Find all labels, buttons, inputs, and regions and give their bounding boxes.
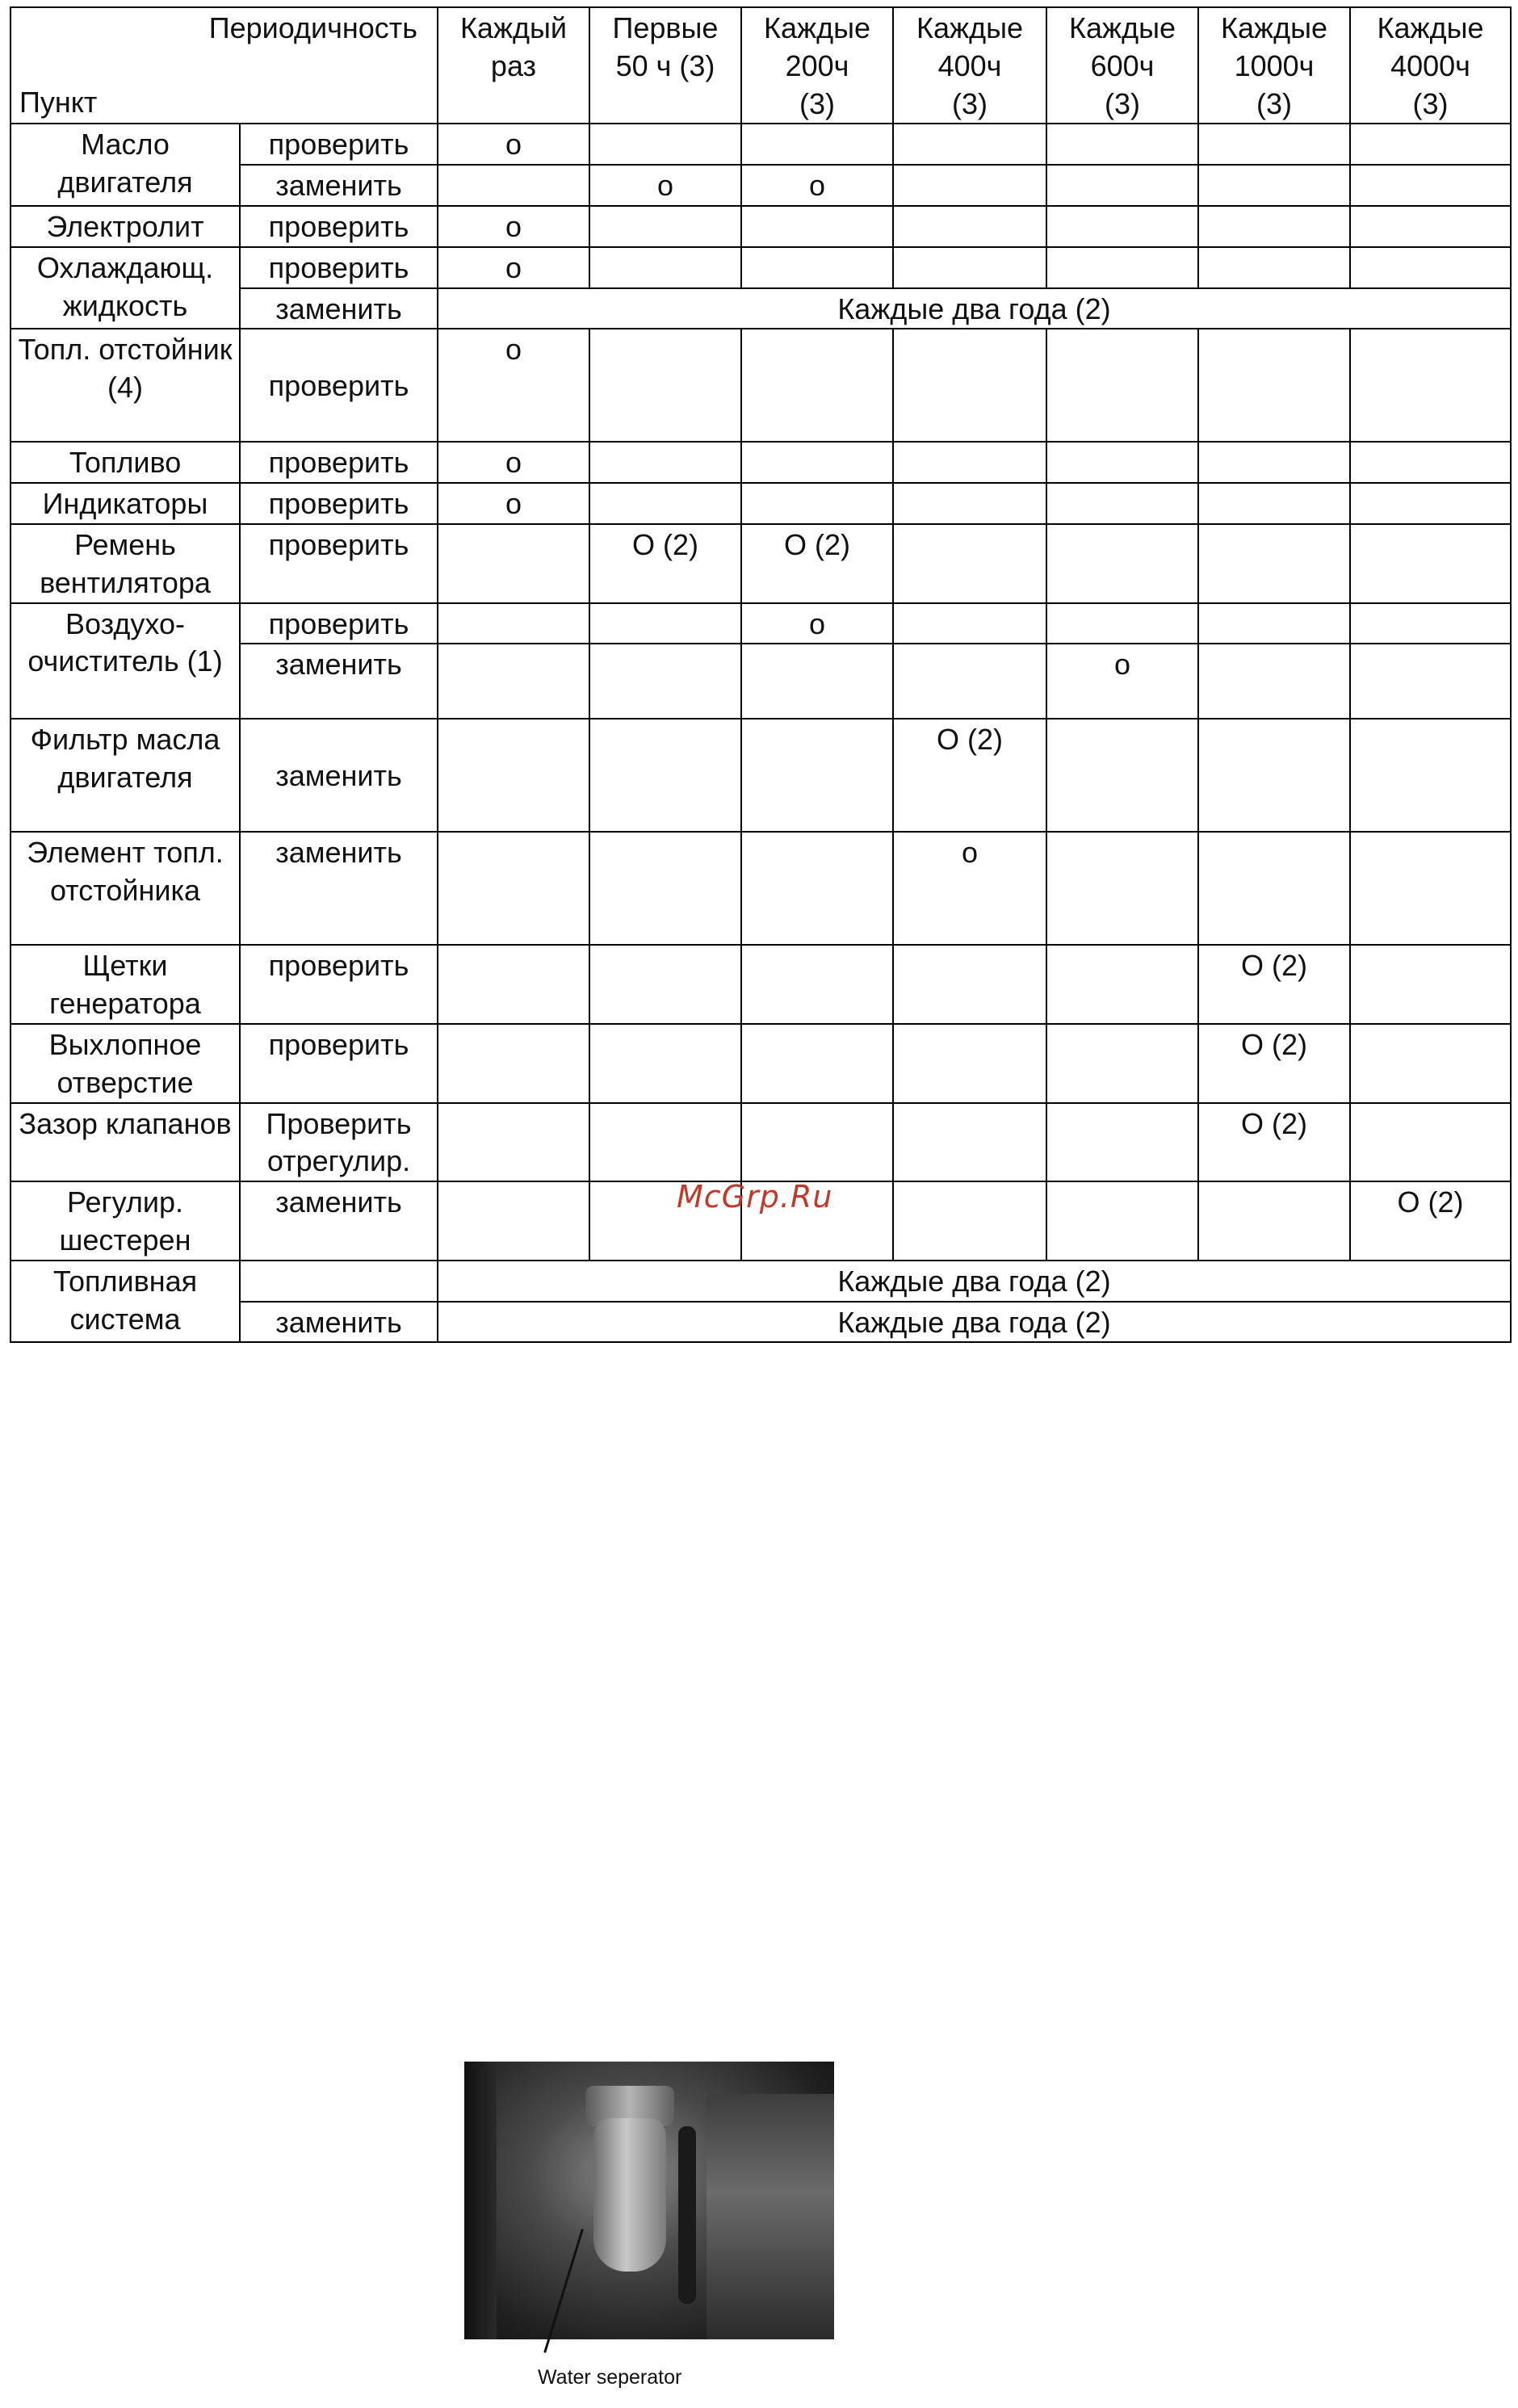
item-cell: Щетки генератора bbox=[10, 945, 240, 1024]
mark-cell: o bbox=[438, 124, 589, 165]
every-two-years-cell: Каждые два года (2) bbox=[438, 288, 1511, 329]
header-corner-cell bbox=[10, 7, 438, 124]
table-row bbox=[10, 945, 1511, 1024]
action-cell: проверить bbox=[240, 124, 438, 165]
column-header-each-time: Каждый раз bbox=[438, 7, 589, 124]
action-cell: проверить bbox=[240, 603, 438, 644]
action-cell: заменить bbox=[240, 832, 438, 945]
item-label: Пункт bbox=[19, 85, 98, 119]
item-cell: Топливо bbox=[10, 442, 240, 483]
separator-bowl-shape bbox=[593, 2118, 666, 2272]
mark-cell: O (2) bbox=[741, 524, 893, 603]
item-cell: Регулир. шестерен bbox=[10, 1181, 240, 1261]
mark-cell: O (2) bbox=[1198, 1024, 1350, 1103]
action-cell: проверить bbox=[240, 206, 438, 247]
photo-frame-shape bbox=[464, 2062, 497, 2339]
action-cell: Проверить отрегулир. bbox=[240, 1103, 438, 1182]
table-row bbox=[10, 329, 1511, 442]
item-cell: Зазор клапанов bbox=[10, 1103, 240, 1182]
mark-cell: O (2) bbox=[1350, 1181, 1511, 1261]
mark-cell: o bbox=[589, 165, 741, 206]
table-row bbox=[10, 603, 1511, 644]
item-cell: Топл. отстойник (4) bbox=[10, 329, 240, 442]
item-cell: Электролит bbox=[10, 206, 240, 247]
table-row bbox=[10, 1261, 1511, 1302]
action-cell: заменить bbox=[240, 719, 438, 832]
item-cell: Индикаторы bbox=[10, 483, 240, 524]
table-row bbox=[10, 483, 1511, 524]
mark-cell: o bbox=[438, 329, 589, 442]
table-header-row bbox=[10, 7, 1511, 124]
action-cell: заменить bbox=[240, 165, 438, 206]
column-header-200h: Каждые 200ч (3) bbox=[741, 7, 893, 124]
table-row bbox=[10, 247, 1511, 288]
water-separator-photo bbox=[464, 2062, 834, 2339]
fuel-pipe-shape bbox=[678, 2126, 696, 2304]
action-cell: проверить bbox=[240, 329, 438, 442]
table-row bbox=[10, 1024, 1511, 1103]
column-header-4000h: Каждые 4000ч (3) bbox=[1350, 7, 1511, 124]
action-cell: заменить bbox=[240, 1181, 438, 1261]
action-cell: заменить bbox=[240, 1302, 438, 1343]
column-header-1000h: Каждые 1000ч (3) bbox=[1198, 7, 1350, 124]
mark-cell: O (2) bbox=[1198, 1103, 1350, 1182]
item-cell: Охлаждающ. жидкость bbox=[10, 247, 240, 329]
action-cell: проверить bbox=[240, 1024, 438, 1103]
table-row bbox=[10, 124, 1511, 165]
item-cell: Выхлопное отверстие bbox=[10, 1024, 240, 1103]
engine-block-shape bbox=[707, 2094, 834, 2339]
table-row bbox=[10, 442, 1511, 483]
table-row bbox=[10, 719, 1511, 832]
table-row bbox=[10, 206, 1511, 247]
table-row bbox=[10, 524, 1511, 603]
mark-cell: o bbox=[893, 832, 1046, 945]
item-cell: Воздухо-очиститель (1) bbox=[10, 603, 240, 719]
action-cell: проверить bbox=[240, 945, 438, 1024]
mark-cell: O (2) bbox=[1198, 945, 1350, 1024]
mark-cell: o bbox=[438, 206, 589, 247]
item-cell: Масло двигателя bbox=[10, 124, 240, 206]
figure-caption: Water seperator bbox=[538, 2366, 682, 2389]
mark-cell: o bbox=[438, 247, 589, 288]
mark-cell: o bbox=[438, 442, 589, 483]
table-row bbox=[10, 832, 1511, 945]
column-header-first-50h: Первые 50 ч (3) bbox=[589, 7, 741, 124]
mark-cell: o bbox=[1046, 644, 1198, 719]
item-cell: Элемент топл. отстойника bbox=[10, 832, 240, 945]
mark-cell: o bbox=[741, 165, 893, 206]
maintenance-schedule-table bbox=[10, 6, 1512, 1343]
column-header-600h: Каждые 600ч (3) bbox=[1046, 7, 1198, 124]
table-row bbox=[10, 1103, 1511, 1182]
column-header-400h: Каждые 400ч (3) bbox=[893, 7, 1046, 124]
action-cell: заменить bbox=[240, 644, 438, 719]
every-two-years-cell: Каждые два года (2) bbox=[438, 1302, 1511, 1343]
watermark: McGrp.Ru bbox=[677, 1179, 833, 1214]
periodicity-label: Периодичность bbox=[208, 11, 417, 44]
action-cell: проверить bbox=[240, 247, 438, 288]
mark-cell: o bbox=[741, 603, 893, 644]
item-cell: Топливная система bbox=[10, 1261, 240, 1343]
mark-cell: o bbox=[438, 483, 589, 524]
item-cell: Ремень вентилятора bbox=[10, 524, 240, 603]
action-cell: проверить bbox=[240, 483, 438, 524]
mark-cell: O (2) bbox=[589, 524, 741, 603]
item-cell: Фильтр масла двигателя bbox=[10, 719, 240, 832]
mark-cell: O (2) bbox=[893, 719, 1046, 832]
every-two-years-cell: Каждые два года (2) bbox=[438, 1261, 1511, 1302]
action-cell: проверить bbox=[240, 442, 438, 483]
action-cell: заменить bbox=[240, 288, 438, 329]
action-cell: проверить bbox=[240, 524, 438, 603]
